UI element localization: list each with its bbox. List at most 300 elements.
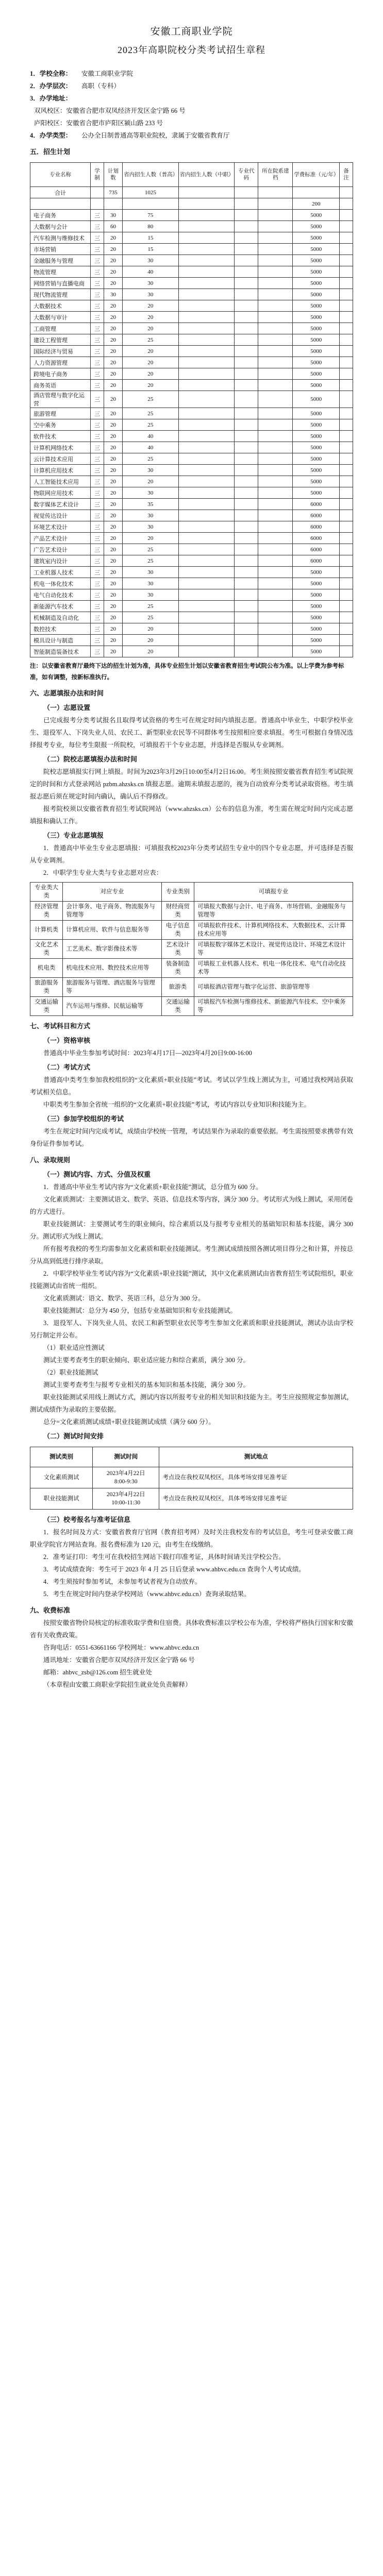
category-cell: 经济管理类 (30, 902, 63, 921)
plan-cell (258, 510, 293, 521)
plan-cell (258, 555, 293, 567)
plan-cell: 三 (91, 323, 104, 334)
plan-cell (178, 601, 234, 612)
table-row (30, 221, 353, 232)
plan-cell (340, 300, 353, 312)
plan-cell (235, 221, 258, 232)
plan-cell: 20 (104, 533, 122, 544)
category-cell: 财经商贸类 (161, 902, 194, 921)
plan-cell (258, 391, 293, 408)
plan-cell (178, 334, 234, 346)
plan-cell (235, 555, 258, 567)
table-row (30, 255, 353, 266)
plan-cell (178, 476, 234, 487)
plan-cell (178, 431, 234, 442)
plan-cell: 5000 (293, 465, 340, 476)
plan-cell: 5000 (293, 289, 340, 300)
major-name-cell: 网络营销与直播电商 (30, 278, 91, 289)
plan-cell (235, 334, 258, 346)
plan-cell (340, 510, 353, 521)
table-row (30, 244, 353, 255)
plan-cell (235, 578, 258, 589)
table-row (30, 408, 353, 419)
plan-cell: 5000 (293, 391, 340, 408)
plan-cell (178, 555, 234, 567)
plan-cell (178, 419, 234, 431)
plan-cell: 20 (104, 453, 122, 465)
major-name-cell: 工业机器人技术 (30, 567, 91, 578)
eight-1-p1: 1．普通高中毕业生考试内容为“文化素质+职业技能”测试，总分值为 600 分。 (43, 1183, 262, 1191)
plan-cell: 20 (104, 521, 122, 533)
plan-cell: 5000 (293, 266, 340, 278)
plan-cell (235, 499, 258, 510)
plan-cell: 15 (123, 244, 178, 255)
plan-cell: 三 (91, 391, 104, 408)
plan-cell: 三 (91, 555, 104, 567)
category-cell: 电子信息类 (161, 921, 194, 940)
plan-cell: 25 (123, 334, 178, 346)
table-row (30, 555, 353, 567)
plan-cell (258, 368, 293, 380)
plan-total-cell (91, 187, 104, 198)
plan-cell: 20 (104, 300, 122, 312)
category-cell: 汽车运用与维修、民航运输等 (63, 997, 161, 1016)
plan-total-cell (235, 187, 258, 198)
plan-cell: 5000 (293, 408, 340, 419)
table-row (30, 453, 353, 465)
plan-cell (258, 300, 293, 312)
plan-cell (258, 476, 293, 487)
plan-cell (340, 544, 353, 555)
schedule-cell: 2023年4月22日 10:00-11:30 (92, 1488, 159, 1510)
plan-cell: 5000 (293, 623, 340, 635)
plan-cell: 20 (104, 601, 122, 612)
major-name-cell: 软件技术 (30, 431, 91, 442)
category-header-row (30, 883, 353, 902)
plan-cell: 30 (123, 487, 178, 499)
table-row (30, 567, 353, 578)
plan-cell: 6000 (293, 544, 340, 555)
plan-cell: 三 (91, 533, 104, 544)
plan-cell: 20 (123, 533, 178, 544)
plan-table-header (30, 163, 353, 187)
plan-cell: 20 (104, 499, 122, 510)
table-row (30, 357, 353, 368)
plan-header-cell: 专业代码 (235, 163, 258, 187)
major-name-cell: 汽车检测与维修技术 (30, 232, 91, 244)
major-name-cell: 建设工程管理 (30, 334, 91, 346)
eight-1-p2: 文化素质测试：主要测试语文、数学、英语、信息技术等内容，满分 300 分。考试形式为线上测试，采用闭卷的方式进行。 (30, 1196, 353, 1215)
plan-total-cell: 1025 (123, 187, 178, 198)
plan-cell: 25 (123, 391, 178, 408)
table-row (30, 465, 353, 476)
plan-cell (235, 419, 258, 431)
plan-cell (340, 465, 353, 476)
plan-cell: 6000 (293, 510, 340, 521)
plan-cell: 三 (91, 255, 104, 266)
eight-3-p1: 1．报名时间及方式：安徽省教育厅官网（教育招考网）及时关注我校发布的考试信息，考生可登录安徽工商职业学院官方网站查询。报名费标准为 120 元，由考生在线缴纳。 (30, 1529, 353, 1548)
seven-3-title: （三）参加学校组织的考试 (43, 1115, 124, 1123)
plan-cell: 三 (91, 487, 104, 499)
plan-cell (235, 533, 258, 544)
plan-cell: 三 (91, 476, 104, 487)
eight-1-title: （一）测试内容、方式、分值及权重 (43, 1171, 151, 1178)
section-nine-heading: 九、收费标准 (30, 1606, 71, 1614)
plan-cell (178, 380, 234, 391)
plan-cell: 5000 (293, 300, 340, 312)
plan-cell: 三 (91, 346, 104, 357)
major-name-cell: 跨境电子商务 (30, 368, 91, 380)
major-name-cell: 环境艺术设计 (30, 521, 91, 533)
plan-cell (340, 555, 353, 567)
category-cell: 可填报汽车检测与维修技术、新能源汽车技术、空中乘务等 (194, 997, 353, 1016)
six-2-title: （二）院校志愿填报办法和时间 (43, 755, 138, 763)
major-name-cell: 数字媒体艺术设计 (30, 499, 91, 510)
plan-cell (258, 487, 293, 499)
plan-cell: 三 (91, 601, 104, 612)
plan-cell: 三 (91, 289, 104, 300)
plan-cell: 5000 (293, 487, 340, 499)
plan-cell (258, 357, 293, 368)
plan-cell (178, 544, 234, 555)
category-cell: 专业类别 (161, 883, 194, 902)
major-name-cell: 产品艺术设计 (30, 533, 91, 544)
plan-cell: 20 (104, 476, 122, 487)
major-name-cell: 新能源汽车技术 (30, 601, 91, 612)
plan-cell (178, 198, 234, 210)
plan-cell (258, 635, 293, 646)
plan-cell (340, 266, 353, 278)
table-row (30, 419, 353, 431)
plan-cell: 5000 (293, 453, 340, 465)
plan-cell (340, 278, 353, 289)
section-plan-heading: 五．招生计划 (30, 148, 71, 156)
plan-cell (258, 221, 293, 232)
table-row (30, 521, 353, 533)
plan-note: 注：以安徽省教育厅最终下达的招生计划为准，具体专业招生计划以安徽省教育招生考试院公布为准。以上学费为参考标准，如有调整，按新标准执行。 (30, 663, 344, 681)
plan-cell (340, 646, 353, 657)
plan-cell: 20 (104, 232, 122, 244)
plan-cell (235, 476, 258, 487)
plan-cell: 三 (91, 521, 104, 533)
plan-cell (340, 601, 353, 612)
eight-1-p12: 测试主要考查考生与报考专业相关的基本知识和基本技能，满分 300 分。 (43, 1381, 250, 1388)
plan-cell: 25 (123, 601, 178, 612)
plan-cell (178, 487, 234, 499)
plan-cell (340, 476, 353, 487)
plan-table (30, 162, 353, 657)
six-1-paragraph: 已完成报考分类考试报名且取得考试资格的考生可在规定时间内填报志愿。普通高中毕业生、中职学校毕业生、退役军人、下岗失业人员、农民工、新型职业农民等不同群体考生按照相应要求填报。考生可根据自身情况选择报考专业，每位考生限报一所院校，可填报若干个专业志愿，并选择是否服从专业调剂。 (30, 717, 353, 749)
plan-cell (258, 380, 293, 391)
plan-cell (258, 408, 293, 419)
plan-cell: 20 (123, 312, 178, 323)
level-label: 2．办学层次： (30, 82, 72, 90)
eight-1-p10: 测试主要考查考生的职业倾向、职业适应能力和综合素质，满分 300 分。 (43, 1357, 250, 1364)
plan-cell: 20 (104, 612, 122, 623)
plan-cell: 20 (104, 431, 122, 442)
plan-total-cell (178, 187, 234, 198)
plan-cell (340, 533, 353, 544)
plan-cell (258, 533, 293, 544)
type-label: 4．办学类型： (30, 132, 72, 139)
plan-header-cell: 学费标准（元/年） (293, 163, 340, 187)
plan-cell: 20 (104, 380, 122, 391)
major-name-cell (30, 198, 91, 210)
major-name-cell: 大数据与审计 (30, 312, 91, 323)
plan-cell (235, 465, 258, 476)
plan-cell: 20 (123, 380, 178, 391)
six-2-paragraph-1: 院校志愿填报实行网上填报。时间为2023年3月29日10:00至4月2日16:00。考生须按照安徽省教育招生考试院规定的时间和方式登录网站 pzbm.ahzsks.cn 填报志愿。逾期未填报志愿的，视为自动放弃分类考试录取资格。考生填报志愿后须在规定时间内确认，确认后不得修改。 (30, 768, 353, 800)
plan-cell (340, 499, 353, 510)
category-cell: 对应专业 (63, 883, 161, 902)
table-row (30, 380, 353, 391)
plan-cell (258, 419, 293, 431)
plan-cell (340, 380, 353, 391)
plan-cell (340, 244, 353, 255)
plan-cell (340, 357, 353, 368)
plan-cell: 25 (123, 544, 178, 555)
eight-1-p13: 职业技能测试采用线上测试方式，测试内容以所报考专业的相关知识和技能为主。考生应按照规定参加测试，测试成绩作为录取的主要依据。 (30, 1394, 353, 1413)
major-name-cell: 金融服务与管理 (30, 255, 91, 266)
plan-cell: 20 (104, 623, 122, 635)
plan-cell: 三 (91, 244, 104, 255)
category-cell: 交通运输类 (30, 997, 63, 1016)
plan-cell (258, 255, 293, 266)
major-name-cell: 计算机应用技术 (30, 465, 91, 476)
plan-cell (235, 278, 258, 289)
plan-cell: 30 (123, 521, 178, 533)
plan-cell (340, 453, 353, 465)
plan-cell: 20 (104, 266, 122, 278)
plan-cell (178, 499, 234, 510)
plan-cell: 30 (123, 289, 178, 300)
plan-cell (340, 346, 353, 357)
plan-cell (258, 210, 293, 221)
plan-cell (178, 589, 234, 601)
plan-cell: 20 (104, 646, 122, 657)
table-row (30, 510, 353, 521)
table-row (30, 323, 353, 334)
seven-2-title: （二）考试方式 (43, 1063, 91, 1071)
plan-cell (123, 198, 178, 210)
plan-cell (178, 255, 234, 266)
plan-cell: 5000 (293, 380, 340, 391)
plan-cell: 5000 (293, 589, 340, 601)
plan-cell: 20 (123, 635, 178, 646)
table-row (30, 198, 353, 210)
plan-cell: 20 (123, 623, 178, 635)
major-name-cell: 人力资源管理 (30, 357, 91, 368)
plan-cell (235, 408, 258, 419)
plan-cell (178, 278, 234, 289)
plan-cell: 20 (104, 391, 122, 408)
plan-cell (258, 521, 293, 533)
eight-1-p11: （2）职业技能测试 (43, 1369, 98, 1376)
plan-cell (258, 623, 293, 635)
table-row (30, 578, 353, 589)
major-name-cell: 数控技术 (30, 623, 91, 635)
plan-cell: 6000 (293, 555, 340, 567)
eight-1-p3: 职业技能测试：主要测试考生的职业倾向、综合素质以及与报考专业相关的基础知识和基本技能，满分 300 分。测试形式为线上测试。 (30, 1221, 353, 1240)
plan-cell: 三 (91, 380, 104, 391)
major-name-cell: 机电一体化技术 (30, 578, 91, 589)
plan-cell: 20 (104, 368, 122, 380)
page-title: 2023年高职院校分类考试招生章程 (118, 45, 265, 55)
plan-cell (178, 312, 234, 323)
major-name-cell: 大数据技术 (30, 300, 91, 312)
plan-cell: 5000 (293, 323, 340, 334)
footer-note: （本章程由安徽工商职业学院招生就业处负责解释） (43, 1681, 192, 1688)
plan-cell: 30 (123, 465, 178, 476)
seven-1-paragraph: 普通高中毕业生参加考试时间：2023年4月17日—2023年4月20日9:00-16:00 (43, 1049, 252, 1057)
plan-cell (340, 334, 353, 346)
plan-cell: 5000 (293, 357, 340, 368)
plan-cell: 三 (91, 232, 104, 244)
plan-cell: 三 (91, 623, 104, 635)
nine-p4: 邮箱：ahbvc_zsb@126.com 招生就业处 (43, 1669, 152, 1676)
plan-cell: 三 (91, 221, 104, 232)
plan-cell (258, 334, 293, 346)
plan-cell: 30 (123, 255, 178, 266)
plan-cell: 30 (123, 578, 178, 589)
major-name-cell: 国际经济与贸易 (30, 346, 91, 357)
plan-cell: 三 (91, 431, 104, 442)
major-name-cell: 电气自动化技术 (30, 589, 91, 601)
plan-cell: 15 (123, 232, 178, 244)
plan-cell (235, 244, 258, 255)
plan-cell (340, 210, 353, 221)
plan-cell (235, 289, 258, 300)
plan-cell (258, 646, 293, 657)
major-name-cell: 工商管理 (30, 323, 91, 334)
plan-cell: 35 (123, 499, 178, 510)
table-row (30, 334, 353, 346)
plan-cell: 20 (104, 244, 122, 255)
major-name-cell: 大数据与会计 (30, 221, 91, 232)
plan-cell: 20 (104, 334, 122, 346)
category-cell: 可填报数字媒体艺术设计、视觉传达设计、环境艺术设计等 (194, 940, 353, 959)
schedule-cell: 职业技能测试 (30, 1488, 93, 1510)
table-row (30, 431, 353, 442)
plan-cell (178, 442, 234, 453)
type-value: 公办全日制普通高等职业院校，隶属于安徽省教育厅 (81, 132, 230, 139)
plan-cell: 20 (104, 487, 122, 499)
seven-2-paragraph-1: 普通高中类考生参加我校组织的“文化素质+职业技能”考试。考试以学生线上测试为主，可通过我校网站获取考试相关信息。 (30, 1076, 353, 1096)
plan-cell: 三 (91, 510, 104, 521)
major-name-cell: 商务英语 (30, 380, 91, 391)
plan-cell: 三 (91, 544, 104, 555)
plan-cell (340, 589, 353, 601)
plan-cell (340, 408, 353, 419)
plan-cell (235, 453, 258, 465)
plan-cell: 5000 (293, 567, 340, 578)
plan-cell: 5000 (293, 476, 340, 487)
category-cell: 可填报酒店管理与数字化运营、旅游管理等 (194, 978, 353, 997)
plan-cell: 5000 (293, 612, 340, 623)
plan-cell: 20 (123, 646, 178, 657)
table-row (30, 368, 353, 380)
plan-cell: 三 (91, 567, 104, 578)
plan-cell: 20 (104, 465, 122, 476)
plan-cell (178, 465, 234, 476)
eight-2-title: （二）测试时间安排 (43, 1432, 104, 1440)
major-name-cell: 人工智能技术应用 (30, 476, 91, 487)
table-row (30, 1467, 353, 1488)
plan-total-cell (293, 187, 340, 198)
plan-cell (178, 510, 234, 521)
plan-cell (235, 198, 258, 210)
plan-cell (258, 601, 293, 612)
plan-cell (178, 300, 234, 312)
table-row (30, 601, 353, 612)
table-row (30, 635, 353, 646)
plan-cell (258, 266, 293, 278)
major-name-cell: 云计算技术应用 (30, 453, 91, 465)
plan-cell (340, 431, 353, 442)
plan-cell: 三 (91, 646, 104, 657)
plan-cell (258, 567, 293, 578)
plan-cell: 三 (91, 300, 104, 312)
category-cell: 交通运输类 (161, 997, 194, 1016)
plan-cell: 三 (91, 442, 104, 453)
eight-3-title: （三）校考报名与准考证信息 (43, 1516, 131, 1523)
plan-cell (235, 312, 258, 323)
plan-cell (340, 578, 353, 589)
plan-cell (178, 408, 234, 419)
plan-cell (340, 312, 353, 323)
plan-cell (258, 312, 293, 323)
plan-cell: 三 (91, 612, 104, 623)
category-cell: 旅游服务与管理、酒店服务与管理等 (63, 978, 161, 997)
schedule-cell: 考点设在我校双凤校区，具体考场安排见准考证 (159, 1467, 353, 1488)
schedule-cell: 文化素质测试 (30, 1467, 93, 1488)
plan-cell: 5000 (293, 578, 340, 589)
college-name: 安徽工商职业学院 (150, 26, 233, 37)
plan-cell: 30 (123, 567, 178, 578)
table-row (30, 278, 353, 289)
plan-cell: 80 (123, 221, 178, 232)
category-cell: 可填报软件技术、计算机网络技术、大数据技术、云计算技术应用等 (194, 921, 353, 940)
plan-header-cell: 所在院系建档 (258, 163, 293, 187)
plan-cell: 三 (91, 357, 104, 368)
plan-cell (235, 487, 258, 499)
table-row (30, 978, 353, 997)
plan-cell (340, 612, 353, 623)
plan-cell (235, 635, 258, 646)
plan-cell: 三 (91, 210, 104, 221)
plan-cell (258, 442, 293, 453)
schedule-header-cell: 测试地点 (159, 1447, 353, 1467)
six-3-title: （三）专业志愿填报 (43, 832, 104, 839)
nine-p3: 通讯地址：安徽省合肥市双凤经济开发区金宁路 66 号 (43, 1656, 195, 1664)
plan-cell (340, 221, 353, 232)
plan-cell: 三 (91, 278, 104, 289)
plan-cell: 5000 (293, 278, 340, 289)
campus-2: 庐阳校区：安徽省合肥市庐阳区颍山路 233 号 (34, 120, 163, 127)
plan-cell (235, 612, 258, 623)
plan-cell: 20 (104, 544, 122, 555)
plan-cell: 20 (104, 419, 122, 431)
plan-cell: 三 (91, 368, 104, 380)
plan-cell (178, 453, 234, 465)
plan-cell (235, 601, 258, 612)
plan-cell (258, 244, 293, 255)
plan-cell (178, 346, 234, 357)
table-row (30, 232, 353, 244)
category-cell: 计算机应用、软件与信息服务等 (63, 921, 161, 940)
nine-p1: 按照安徽省物价局核定的标准收取学费和住宿费。具体收费标准以学校公布为准，学校将严格执行国家和安徽省有关收费政策。 (30, 1619, 353, 1639)
plan-cell (178, 623, 234, 635)
